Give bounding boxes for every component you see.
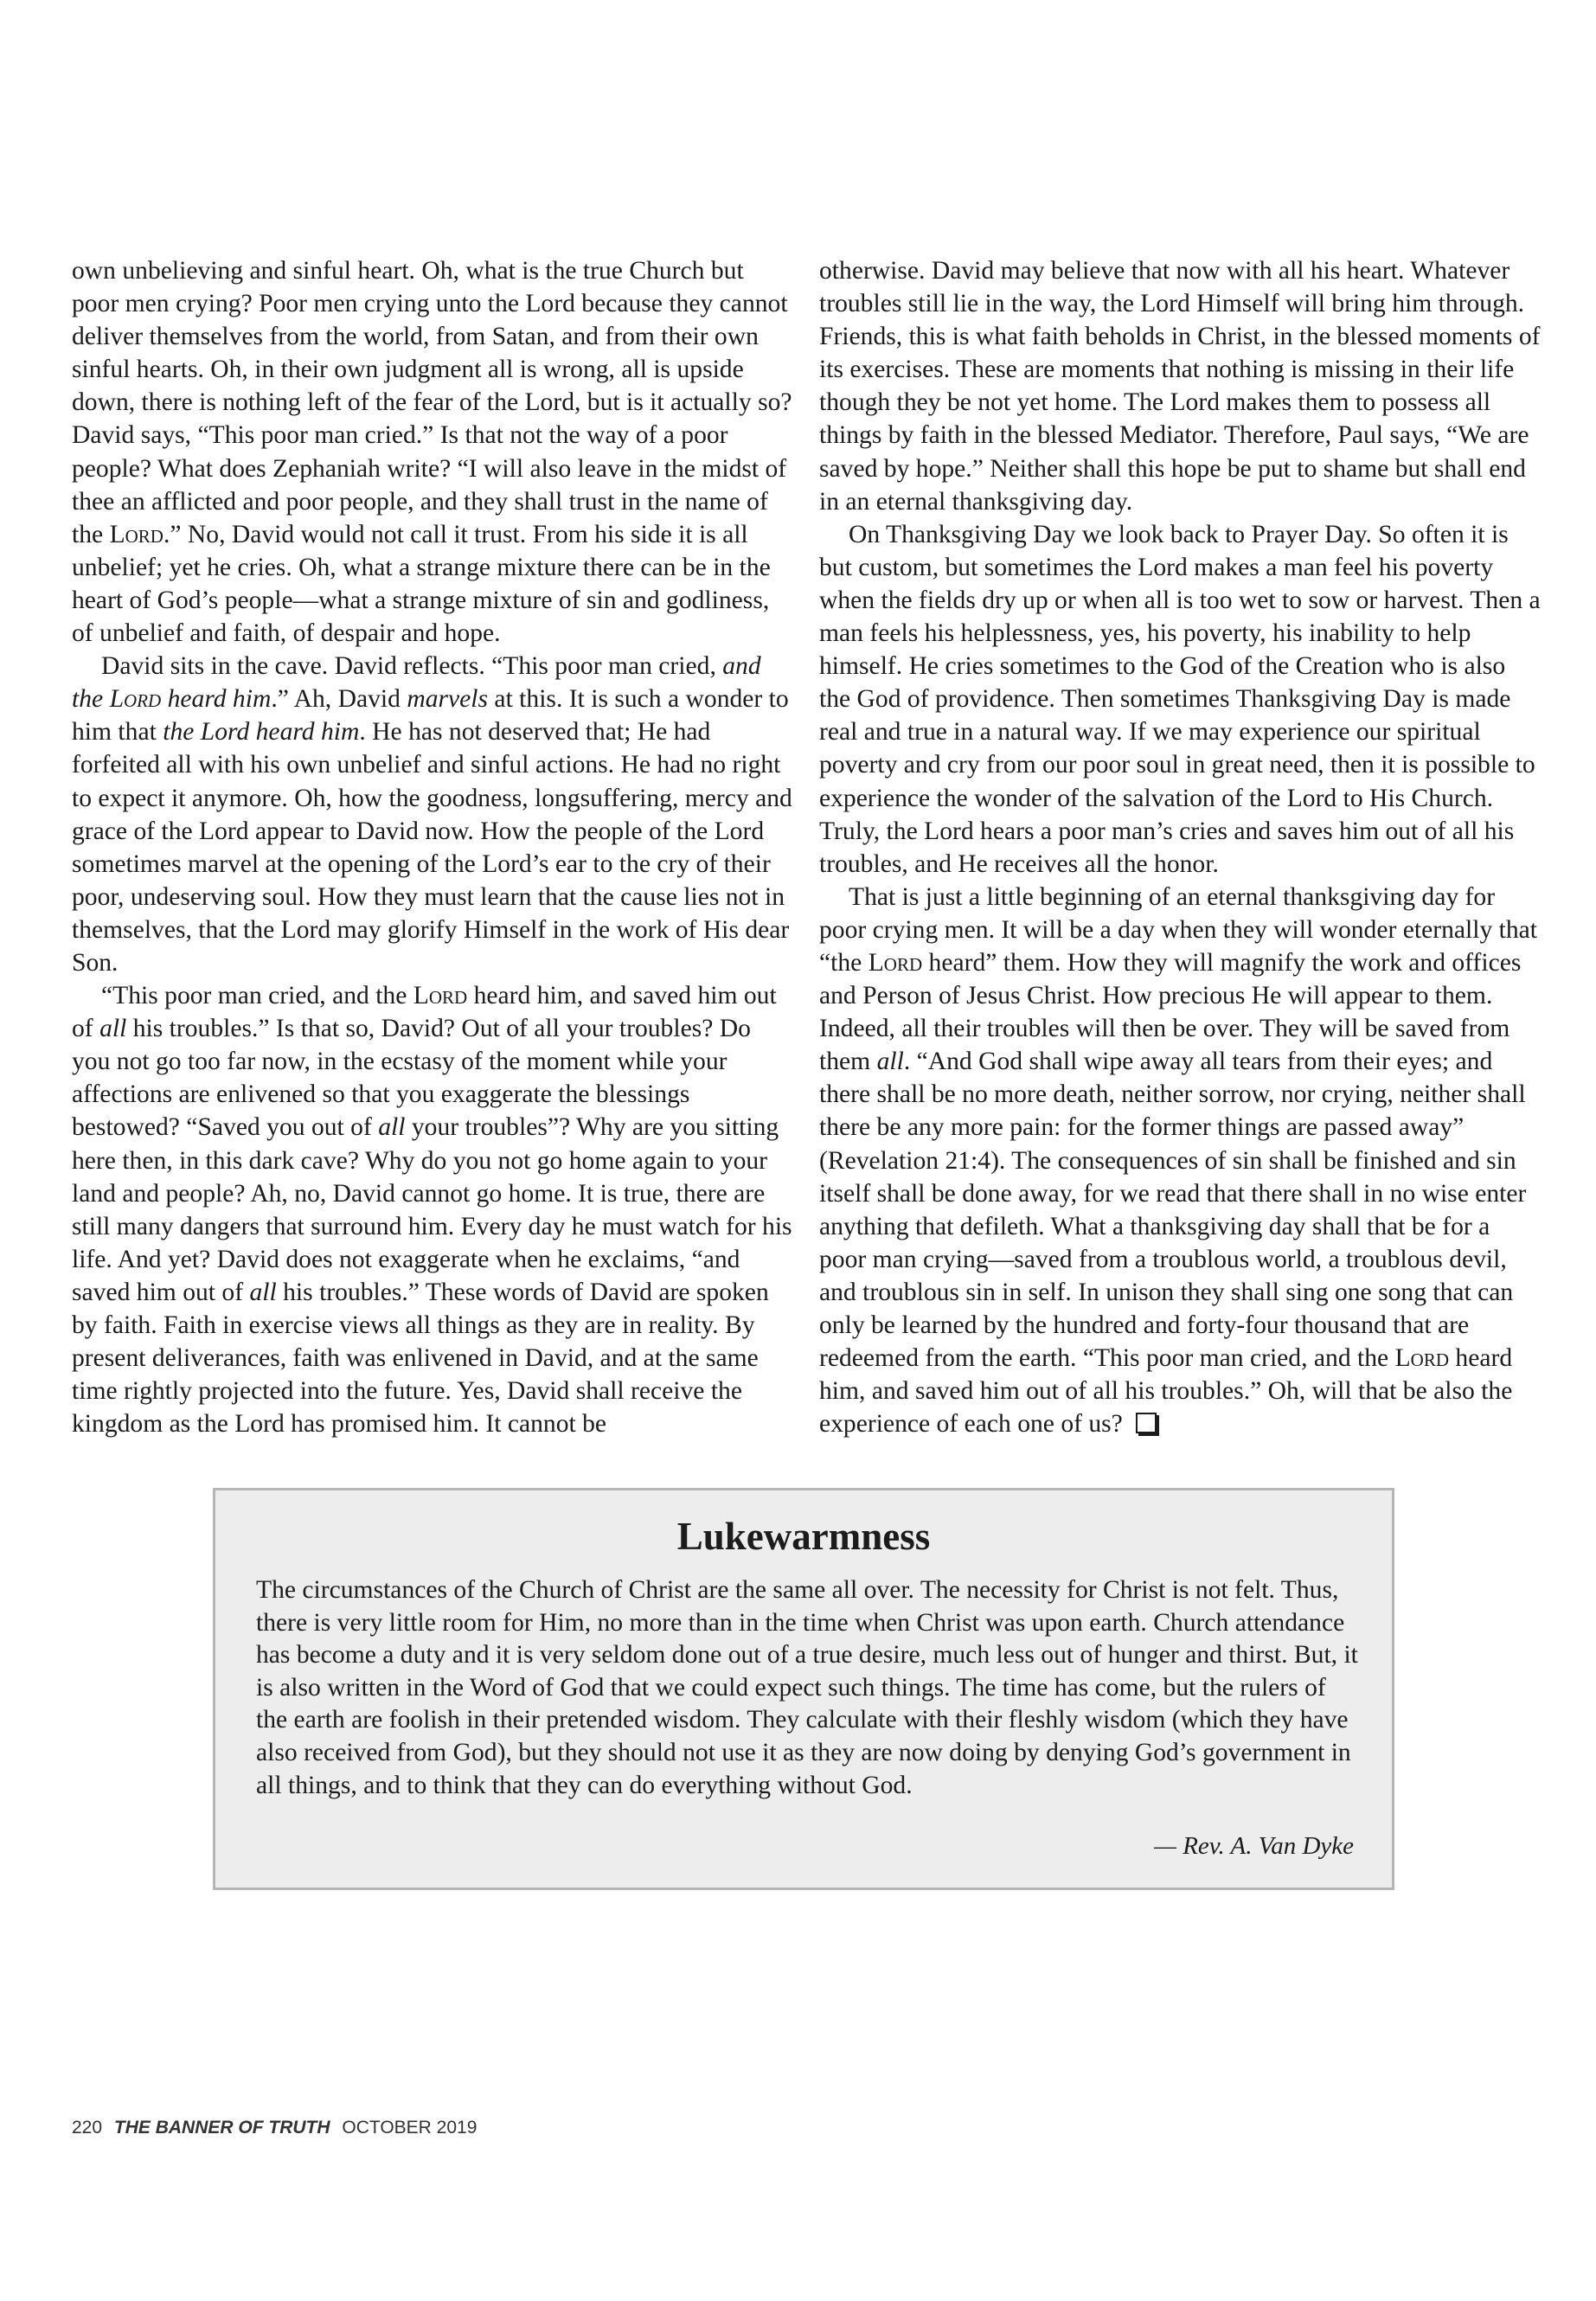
sidebar-body: The circumstances of the Church of Christ are the same all over. The necessity for Christ is not felt. Thus, there is very little room for Him, no more than in the time when Christ was upon earth. Church attendance has become a duty and it is very seldom done out of a true desire, much less out of hunger and thirst. But, it is also written in the Word of God that we could expect such things. The time has come, but the rulers of the earth are foolish in their pretended wisdom. They calculate with their fleshly wisdom (which they have also received from God), but they should not use it as they are now doing by denying God’s government in all things, and to think that they can do everything without God. bbox=[256, 1576, 1358, 1799]
issue-date: OCTOBER 2019 bbox=[342, 2118, 478, 2138]
lukewarmness-sidebar bbox=[213, 1488, 1394, 1890]
article-paragraph: That is just a little beginning of an eternal thanksgiving day for poor crying men. It will be a day when they will wonder eternally that “the Lord heard” them. How they will magnify the work and offices and Person of Jesus Christ. How precious He will appear to them. Indeed, all their troubles will then be over. They will be saved from them all. “And God shall wipe away all tears from their eyes; and there shall be no more death, neither sorrow, nor crying, neither shall there be any more pain: for the former things are passed away” (Revelation 21:4). The consequences of sin shall be finished and sin itself shall be done away, for we read that there shall in no wise enter anything that defileth. What a thanksgiving day shall that be for a poor man crying—saved from a troublous world, a troublous devil, and troublous sin in self. In unison they shall sing one song that can only be learned by the hundred and forty-four thousand that are redeemed from the earth. “This poor man cried, and the Lord heard him, and saved him out of all his troubles.” Oh, will that be also the experience of each one of us? bbox=[819, 882, 1538, 1439]
article-paragraph: “This poor man cried, and the Lord heard him, and saved him out of all his troubles.” Is that so, David? Out of all your troubles? Do you not go too far now, in the ecstasy of the moment while your affections are enlivened so that you exaggerate the blessings bestowed? “Saved you out of all your troubles”? Why are you sitting here then, in this dark cave? Why do you not go home again to your land and people? Ah, no, David cannot go home. It is true, there are still many dangers that surround him. Every day he must watch for his life. And yet? David does not exaggerate when he exclaims, “and saved him out of all his troubles.” These words of David are spoken by faith. Faith in exercise views all things as they are in reality. By present deliverances, faith was enlivened in David, and at the same time rightly projected into the future. Yes, David shall receive the kingdom as the Lord has promised him. It cannot be bbox=[72, 982, 792, 1439]
article-paragraph: On Thanksgiving Day we look back to Prayer Day. So often it is but custom, but sometimes the Lord makes a man feel his poverty when the fields dry up or when all is too wet to sow or harvest. Then a man feels his helplessness, yes, his poverty, his inability to help himself. He cries sometimes to the God of the Creation who is also the God of providence. Then sometimes Thanksgiving Day is made real and true in a natural way. If we may experience our spiritual poverty and cry from our poor soul in great need, then it is possible to experience the wonder of the salvation of the Lord to His Church. Truly, the Lord hears a poor man’s cries and saves him out of all his troubles, and He receives all the honor. bbox=[819, 520, 1541, 878]
article-paragraph: David sits in the cave. David reflects. “This poor man cried, and the Lord heard him.” Ah, David marvels at this. It is such a wonder to him that the Lord heard him. He has not deserved that; He had forfeited all with his own unbelief and sinful actions. He had no right to expect it anymore. Oh, how the goodness, longsuffering, mercy and grace of the Lord appear to David now. How the people of the Lord sometimes marvel at the opening of the Lord’s ear to the cry of their poor, undeserving soul. How they must learn that the cause lies not in themselves, that the Lord may glorify Himself in the work of His dear Son. bbox=[72, 652, 792, 977]
article-paragraph: otherwise. David may believe that now with all his heart. Whatever troubles still lie in the way, the Lord Himself will bring him through. Friends, this is what faith beholds in Christ, in the blessed moments of its exercises. These are moments that nothing is missing in their life though they be not yet home. The Lord makes them to possess all things by faith in the blessed Mediator. Therefore, Paul says, “We are saved by hope.” Neither shall this hope be put to shame but shall end in an eternal thanksgiving day. bbox=[819, 257, 1541, 516]
page-footer bbox=[72, 2118, 477, 2138]
magazine-title: THE BANNER OF TRUTH bbox=[113, 2118, 330, 2138]
sidebar-attribution: — Rev. A. Van Dyke bbox=[1154, 1832, 1354, 1860]
sidebar-title: Lukewarmness bbox=[676, 1515, 931, 1558]
end-of-story-icon bbox=[1136, 1413, 1157, 1433]
article-left-column bbox=[72, 254, 794, 1440]
article-right-column bbox=[819, 254, 1542, 1440]
page-number: 220 bbox=[72, 2118, 103, 2138]
article-paragraph: own unbelieving and sinful heart. Oh, what is the true Church but poor men crying? Poor men crying unto the Lord because they cannot deliver themselves from the world, from Satan, and from their own sinful hearts. Oh, in their own judgment all is wrong, all is upside down, there is nothing left of the fear of the Lord, but is it actually so? David says, “This poor man cried.” Is that not the way of a poor people? What does Zephaniah write? “I will also leave in the midst of thee an afflicted and poor people, and they shall trust in the name of the Lord.” No, David would not call it trust. From his side it is all unbelief; yet he cries. Oh, what a strange mixture there can be in the heart of God’s people—what a strange mixture of sin and godliness, of unbelief and faith, of despair and hope. bbox=[72, 257, 792, 648]
